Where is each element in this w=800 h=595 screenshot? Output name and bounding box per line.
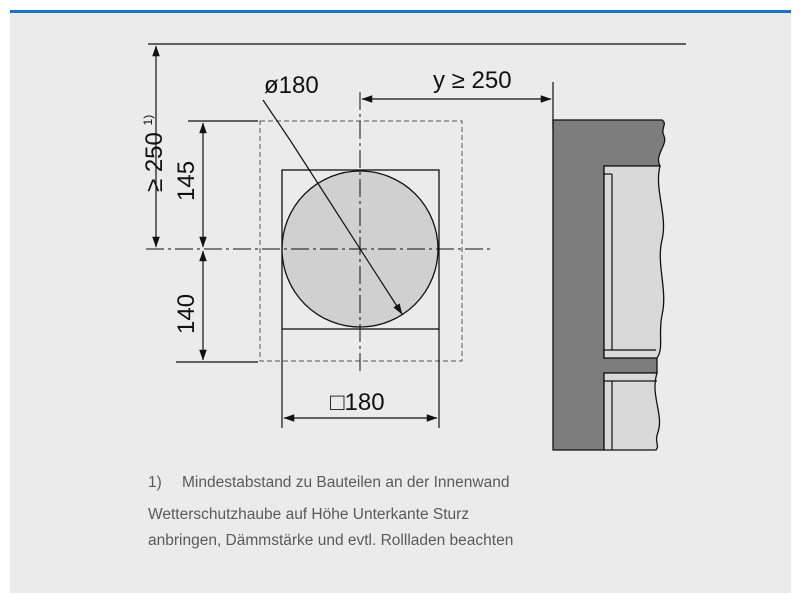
note-line-2: anbringen, Dämmstärke und evtl. Rollladen beachten [148,532,514,549]
footnote-text: Mindestabstand zu Bauteilen an der Innenwand [182,474,510,491]
clearance-y-label: y ≥ 250 [433,67,512,94]
min-height-footnote-ref: 1) [141,114,155,126]
note-line-1: Wetterschutzhaube auf Höhe Unterkante Sturz [148,506,470,523]
diameter-leader-shoulder [263,100,290,140]
caption [148,470,748,554]
min-height-label: ≥ 250 [141,132,168,192]
footnote-number: 1) [148,474,162,491]
svg-text:≥ 250 1) [141,115,168,192]
square-label: □180 [330,389,385,416]
lower-offset-label: 140 [173,293,200,334]
upper-offset-label: 145 [173,160,200,201]
footnote [148,470,748,496]
wall-section [553,120,665,450]
diameter-label: ø180 [264,72,319,99]
